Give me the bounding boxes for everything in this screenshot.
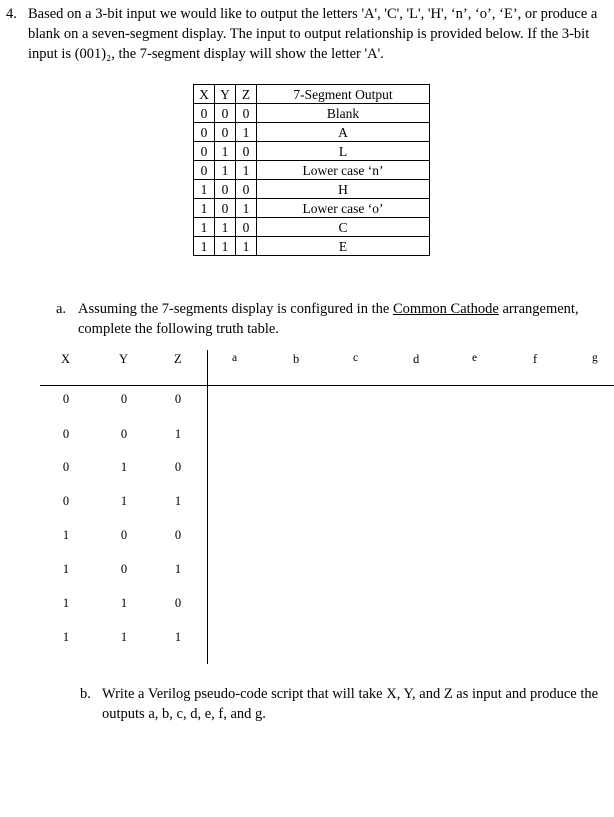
mapping-row (194, 218, 430, 237)
part-a-text-after: arrangement, complete the following truth table. (78, 301, 579, 337)
tt-cell: 0 (62, 427, 70, 441)
tt-cell: 1 (174, 494, 182, 508)
mapping-cell: 0 (215, 199, 236, 218)
mapping-cell: Lower case ‘o’ (257, 199, 430, 218)
mapping-header-y: Y (215, 85, 236, 104)
mapping-row (194, 180, 430, 199)
question-text: Based on a 3-bit input we would like to output the letters 'A', 'C', 'L', 'H', ‘n’, ‘o’, ‘E’, or produce a blank on a seven-segment display. The input to output relationship is provided below. If the 3-bit input is (001)₂, the 7-segment display will show the letter 'A'. (28, 6, 598, 62)
tt-header-b: b (293, 352, 300, 366)
tt-cell: 0 (62, 392, 70, 406)
mapping-cell: Lower case ‘n’ (257, 161, 430, 180)
mapping-cell: 1 (215, 161, 236, 180)
mapping-cell: 0 (215, 104, 236, 123)
tt-cell: 0 (174, 596, 182, 610)
tt-header-z: Z (174, 352, 182, 366)
tt-cell: 0 (120, 427, 128, 441)
mapping-cell: 1 (236, 199, 257, 218)
tt-cell: 1 (62, 630, 70, 644)
mapping-cell: Blank (257, 104, 430, 123)
mapping-cell: A (257, 123, 430, 142)
tt-cell: 0 (174, 460, 182, 474)
mapping-cell: 1 (194, 180, 215, 199)
mapping-header-z: Z (236, 85, 257, 104)
mapping-cell: 0 (236, 142, 257, 161)
mapping-row (194, 142, 430, 161)
mapping-cell: 0 (236, 104, 257, 123)
tt-header-g: g (592, 352, 598, 364)
tt-header-x: X (61, 352, 71, 366)
mapping-row (194, 237, 430, 256)
tt-cell: 0 (120, 562, 128, 576)
tt-cell: 0 (62, 494, 70, 508)
mapping-header-row (194, 85, 430, 104)
mapping-cell: 1 (236, 123, 257, 142)
tt-cell: 1 (62, 596, 70, 610)
mapping-cell: 0 (236, 218, 257, 237)
tt-cell: 1 (120, 596, 128, 610)
mapping-row (194, 199, 430, 218)
tt-cell: 1 (174, 562, 182, 576)
mapping-cell: 1 (194, 218, 215, 237)
tt-cell: 0 (120, 392, 128, 406)
mapping-cell: 0 (215, 180, 236, 199)
mapping-cell: 1 (215, 142, 236, 161)
part-a-text-before: Assuming the 7-segments display is configured in the (78, 301, 393, 317)
tt-cell: 1 (174, 630, 182, 644)
tt-cell: 0 (62, 460, 70, 474)
tt-column-divider (207, 350, 208, 664)
tt-cell: 0 (174, 392, 182, 406)
question-4 (6, 4, 606, 64)
mapping-cell: 0 (194, 104, 215, 123)
mapping-cell: 1 (194, 199, 215, 218)
tt-header-f: f (533, 352, 538, 366)
part-a-label: a. (56, 301, 67, 317)
mapping-cell: 1 (194, 237, 215, 256)
tt-cell: 1 (120, 630, 128, 644)
mapping-cell: 1 (236, 161, 257, 180)
tt-header-y: Y (119, 352, 129, 366)
mapping-table (193, 84, 430, 256)
mapping-cell: 0 (215, 123, 236, 142)
mapping-cell: L (257, 142, 430, 161)
mapping-header-x: X (194, 85, 215, 104)
mapping-cell: 0 (194, 123, 215, 142)
mapping-header-output: 7-Segment Output (257, 85, 430, 104)
mapping-cell: E (257, 237, 430, 256)
tt-cell: 0 (120, 528, 128, 542)
tt-header-d: d (413, 352, 420, 366)
mapping-cell: C (257, 218, 430, 237)
part-b-label: b. (80, 686, 91, 702)
mapping-row (194, 123, 430, 142)
question-number: 4. (6, 6, 17, 22)
tt-cell: 0 (174, 528, 182, 542)
tt-cell: 1 (174, 427, 182, 441)
part-a-text (78, 299, 596, 339)
part-b-text: Write a Verilog pseudo-code script that will take X, Y, and Z as input and produce the outputs a, b, c, d, e, f, and g. (102, 686, 599, 722)
mapping-cell: 1 (236, 237, 257, 256)
common-cathode-term: Common Cathode (392, 301, 499, 317)
mapping-cell: 0 (236, 180, 257, 199)
tt-cell: 1 (120, 460, 128, 474)
mapping-cell: 1 (215, 237, 236, 256)
tt-header-a: a (232, 352, 238, 364)
part-a (56, 299, 596, 339)
mapping-cell: H (257, 180, 430, 199)
tt-cell: 1 (62, 528, 70, 542)
mapping-row (194, 161, 430, 180)
mapping-cell: 0 (194, 161, 215, 180)
mapping-cell: 0 (194, 142, 215, 161)
tt-header-c: c (353, 352, 359, 364)
mapping-cell: 1 (215, 218, 236, 237)
tt-header-divider (40, 385, 614, 386)
mapping-row (194, 104, 430, 123)
tt-cell: 1 (62, 562, 70, 576)
tt-cell: 1 (120, 494, 128, 508)
part-b (80, 684, 600, 724)
tt-header-e: e (472, 352, 478, 364)
